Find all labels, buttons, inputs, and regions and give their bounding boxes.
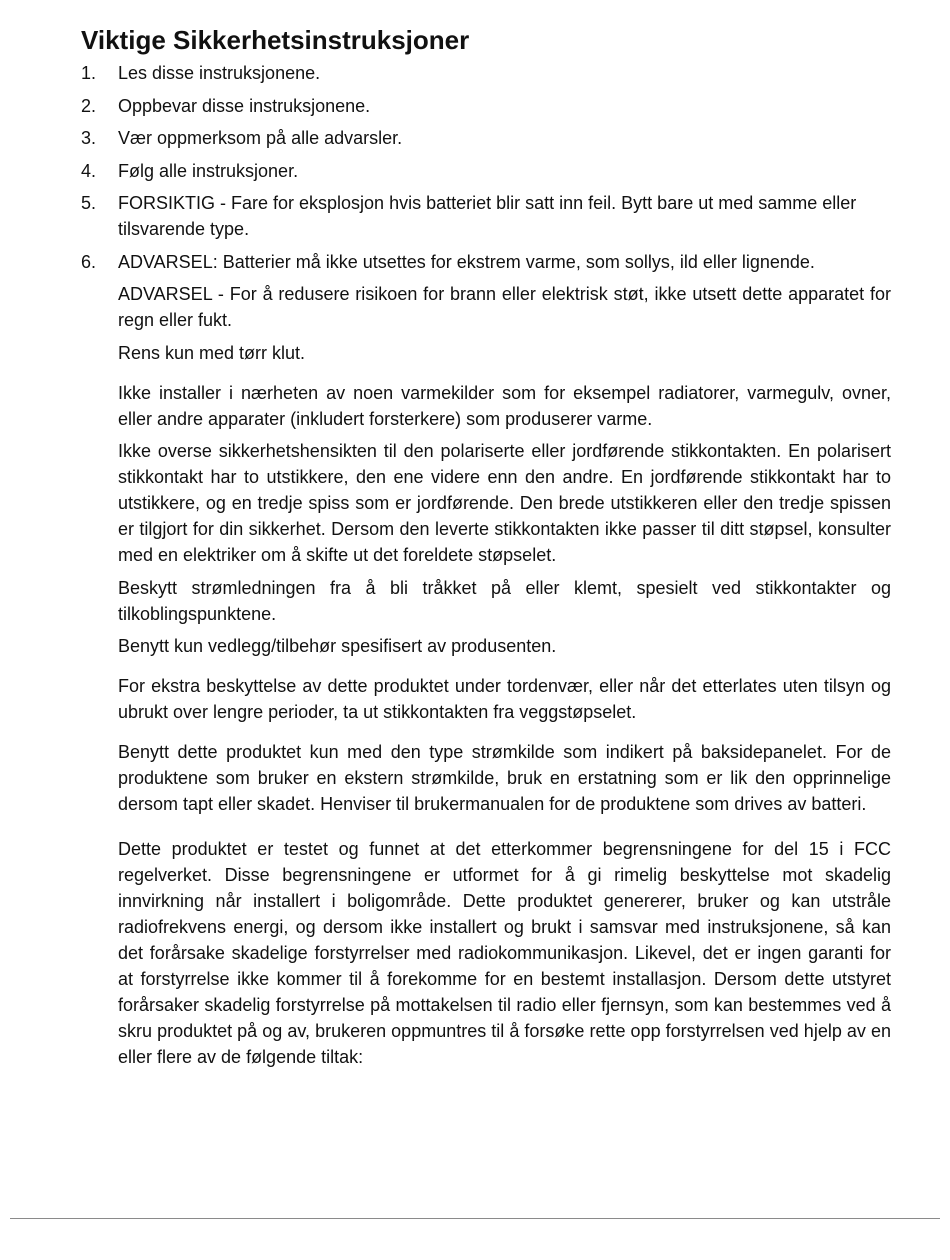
list-item-number: 4.	[81, 160, 97, 181]
warning-paragraph: ADVARSEL - For å redusere risikoen for brann eller elektrisk støt, ikke utsett dette apparatet for regn eller fukt.	[118, 284, 891, 330]
list-item-text: Vær oppmerksom på alle advarsler.	[118, 128, 403, 148]
cleaning-paragraph: Rens kun med tørr klut.	[118, 342, 306, 363]
list-item-number: 6.	[81, 251, 97, 272]
list-item-number: 2.	[81, 95, 97, 116]
heat-source-paragraph: Ikke installer i nærheten av noen varmekilder som for eksempel radiatorer, varmegulv, ovner, eller andre apparater (inkludert forsterkere) som produserer varme.	[118, 382, 891, 429]
page-title: Viktige Sikkerhetsinstruksjoner	[81, 25, 470, 55]
power-cord-paragraph: Beskytt strømledningen fra å bli tråkket på eller klemt, spesielt ved stikkontakter og tilkoblingspunktene.	[118, 577, 891, 624]
accessories-paragraph: Benytt kun vedlegg/tilbehør spesifisert av produsenten.	[118, 636, 557, 656]
thunderstorm-paragraph: For ekstra beskyttelse av dette produktet under tordenvær, eller når det etterlates uten tilsyn og ubrukt over lengre perioder, ta ut stikkontakten fra veggstøpselet.	[118, 676, 891, 722]
list-item	[81, 158, 891, 184]
list-item-text: Oppbevar disse instruksjonene.	[118, 95, 371, 116]
list-item	[81, 93, 891, 119]
list-item-number: 3.	[81, 128, 97, 148]
polarized-plug-paragraph: Ikke overse sikkerhetshensikten til den polariserte eller jordførende stikkontakten. En polarisert stikkontakt har to utstikkere, den ene videre enn den andre. En jordførende stikkontakt har to utstikkere, og en tredje spiss som er jordførende. Den brede utstikkeren eller den tredje spissen er tilgjort for din sikkerhet. Dersom den leverte stikkontakten ikke passer til ditt støpsel, konsulter med en elektriker om å skifte ut det foreldete støpselet.	[118, 441, 891, 565]
list-item-number: 1.	[81, 63, 97, 83]
list-item-text: ADVARSEL: Batterier må ikke utsettes for ekstrem varme, som sollys, ild eller lignende.	[118, 251, 815, 272]
list-item-text: Les disse instruksjonene.	[118, 63, 321, 83]
footer-divider	[10, 1218, 940, 1219]
list-item	[81, 60, 891, 86]
list-item	[81, 190, 891, 242]
list-item	[81, 249, 891, 275]
list-item-number: 5.	[81, 193, 97, 213]
list-item-text: Følg alle instruksjoner.	[118, 160, 299, 181]
instruction-content	[81, 60, 891, 1077]
list-item	[81, 125, 891, 151]
list-item-text: FORSIKTIG - Fare for eksplosjon hvis batteriet blir satt inn feil. Bytt bare ut med samme eller tilsvarende type.	[118, 193, 857, 239]
power-source-paragraph: Benytt dette produktet kun med den type strømkilde som indikert på baksidepanelet. For de produktene som bruker en ekstern strømkilde, bruk en erstatning som er lik den opprinnelige dersom tapt eller skadet. Henviser til brukermanualen for de produktene som drives av batteri.	[118, 742, 891, 814]
fcc-paragraph: Dette produktet er testet og funnet at det etterkommer begrensningene for del 15 i FCC regelverket. Disse begrensningene er utformet for å gi rimelig beskyttelse mot skadelig innvirkning når installert i boligområde. Dette produktet genererer, bruker og kan utstråle radiofrekvens energi, og dersom ikke installert og brukt i samsvar med instruksjonene, så kan det forårsake skadelige forstyrrelser med radiokommunikasjon. Likevel, det er ingen garanti for at forstyrrelse ikke kommer til å forekomme for en bestemt installasjon. Dersom dette utstyret forårsaker skadelig forstyrrelse på mottakelsen til radio eller fjernsyn, som kan bestemmes ved å skru produktet på og av, brukeren oppmuntres til å forsøke rette opp forstyrrelsen ved hjelp av en eller flere av de følgende tiltak:	[118, 839, 891, 1067]
